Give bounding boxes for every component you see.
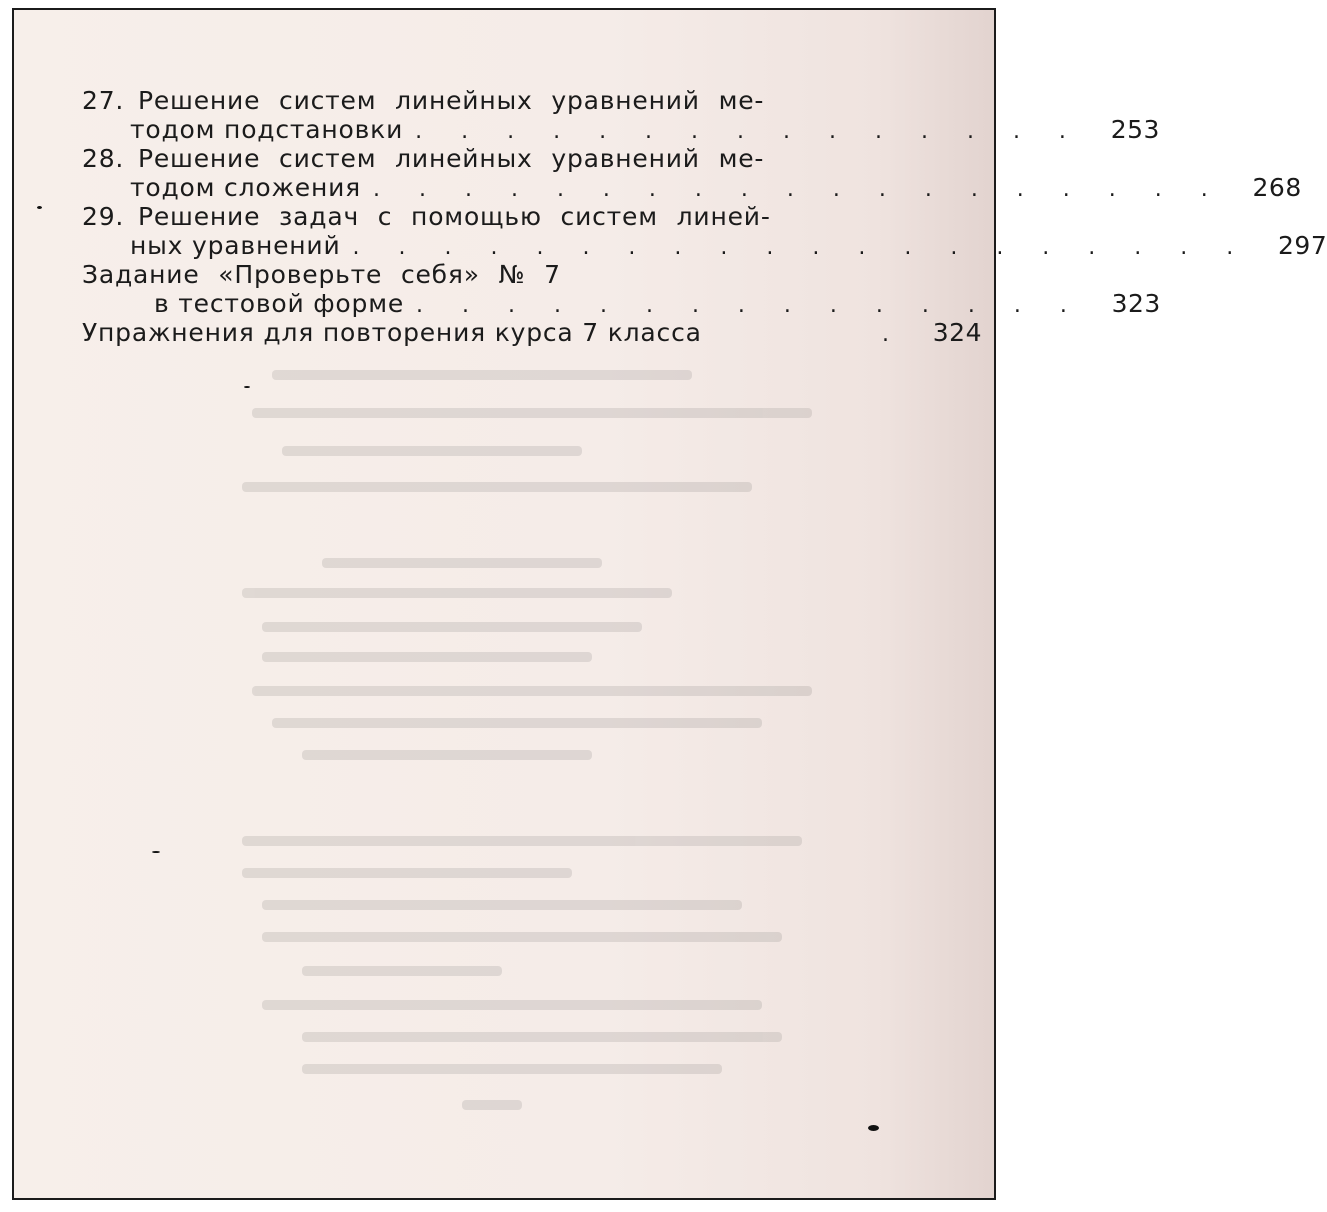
bleed-through-text	[242, 360, 1002, 1120]
section-number: 28.	[82, 144, 125, 173]
page-number: 297	[1278, 231, 1327, 260]
page-number: 323	[1111, 289, 1161, 318]
dot-leader: . . . . . . . . . . . . . . . . . . . .	[352, 235, 1250, 260]
toc-entry-27	[82, 86, 1160, 144]
speck	[37, 206, 42, 209]
speck	[244, 386, 250, 388]
entry-title-line1: Задание «Проверьте себя» № 7	[82, 260, 561, 289]
page-number: 253	[1110, 115, 1160, 144]
entry-title: Упражнения для повторения курса 7 класса	[82, 318, 702, 347]
dot-leader: . . . . . . . . . . . . . . .	[416, 293, 1083, 318]
section-number: 27.	[82, 86, 125, 115]
speck	[152, 851, 160, 853]
scanned-page	[12, 8, 1327, 1200]
entry-title-line1: Решение систем линейных уравнений ме-	[138, 86, 765, 115]
page-number: 324	[932, 318, 982, 347]
dot-leader: . . . . . . . . . . . . . . . . . . .	[373, 177, 1224, 202]
toc-entry-review-exercises	[82, 318, 982, 347]
entry-title-line2: тодом сложения	[130, 173, 361, 202]
dot-leader: .	[882, 322, 889, 347]
speck	[868, 1125, 879, 1131]
toc-entry-29	[82, 202, 1327, 260]
entry-title-line2: в тестовой форме	[154, 289, 405, 318]
entry-title-line1: Решение задач с помощью систем линей-	[138, 202, 771, 231]
page-number: 268	[1252, 173, 1302, 202]
entry-title-line1: Решение систем линейных уравнений ме-	[138, 144, 765, 173]
dot-leader: . . . . . . . . . . . . . . .	[415, 119, 1082, 144]
entry-title-line2: ных уравнений	[130, 231, 341, 260]
entry-title-line2: тодом подстановки	[130, 115, 404, 144]
section-number: 29.	[82, 202, 125, 231]
toc-entry-self-test-7	[82, 260, 1161, 318]
toc-entry-28	[82, 144, 1302, 202]
table-of-contents	[82, 86, 1327, 347]
